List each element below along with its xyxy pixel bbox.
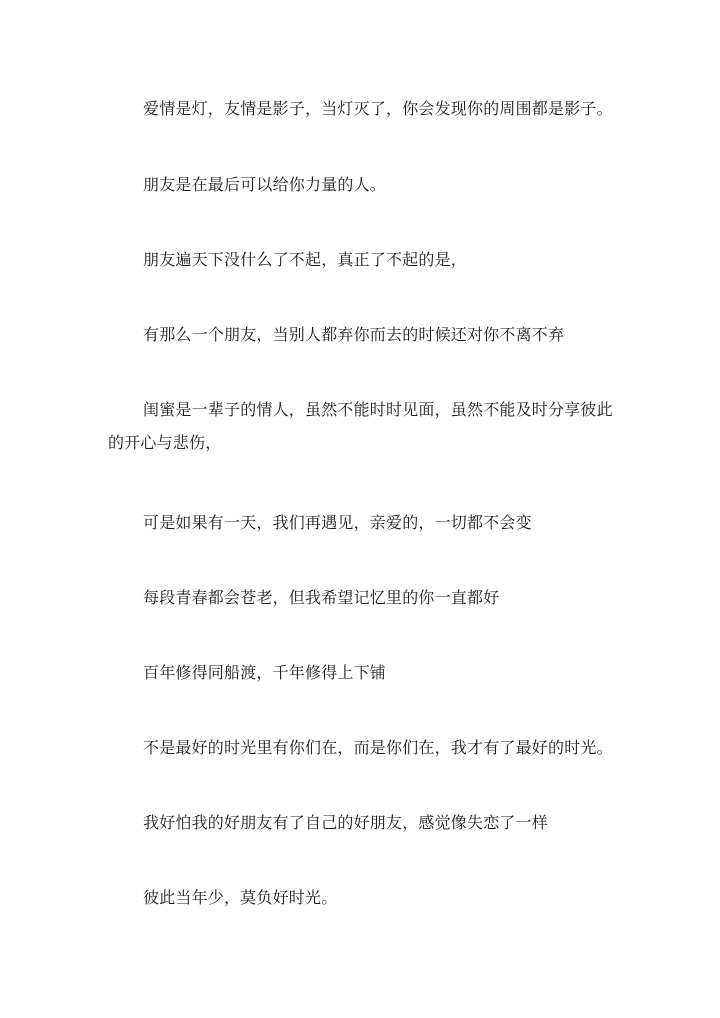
- paragraph-8: 百年修得同船渡，千年修得上下铺: [143, 663, 387, 682]
- paragraph-6: 可是如果有一天，我们再遇见，亲爱的，一切都不会变: [143, 513, 532, 532]
- paragraph-9: 不是最好的时光里有你们在，而是你们在，我才有了最好的时光。: [143, 738, 613, 757]
- paragraph-1: 爱情是灯，友情是影子，当灯灭了，你会发现你的周围都是影子。: [143, 99, 613, 118]
- paragraph-3: 朋友遍天下没什么了不起，真正了不起的是，: [143, 250, 468, 269]
- paragraph-11: 彼此当年少，莫负好时光。: [143, 888, 338, 907]
- paragraph-5: 闺蜜是一辈子的情人，虽然不能时时见面，虽然不能及时分享彼此的开心与悲伤，: [108, 400, 613, 452]
- paragraph-2: 朋友是在最后可以给你力量的人。: [143, 175, 387, 194]
- paragraph-4: 有那么一个朋友，当别人都弃你而去的时候还对你不离不弃: [143, 325, 565, 344]
- paragraph-10: 我好怕我的好朋友有了自己的好朋友，感觉像失恋了一样: [143, 813, 549, 832]
- paragraph-7: 每段青春都会苍老，但我希望记忆里的你一直都好: [143, 588, 500, 607]
